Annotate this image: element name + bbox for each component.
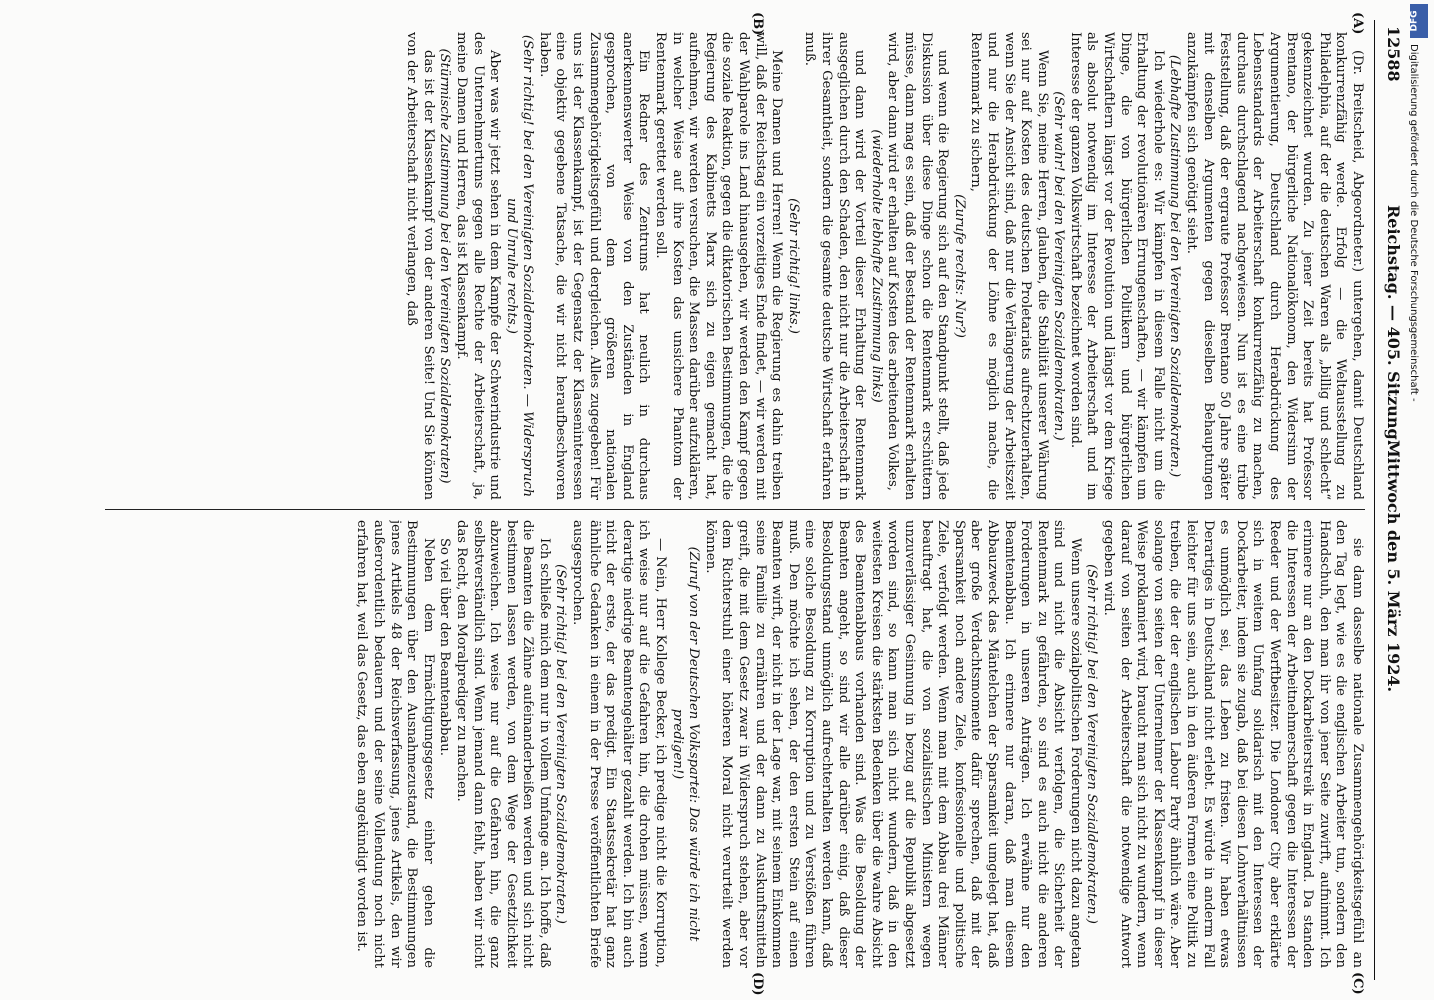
interjection: (Zurufe rechts: Nur?) — [951, 194, 967, 338]
interjection: (Sehr richtig! bei den Vereinigten Sozialdemokraten.) — [1084, 564, 1100, 924]
paragraph: Ich schließe mich dem nur in vollem Umfange an. Ich hoffe, daß die Beamten die Zähne aufeinanderbeißen werden und sich nicht bestimmen lassen werden, von dem Wege der Gesetzlichkeit abzuweichen. Ich weise nur auf die Gefahren hin, die ganz selbstverständlich sind. Wenn jemand dann fehlt, haben wir nicht das Recht, den Moralprediger zu machen. — [453, 520, 552, 968]
paragraph: — Nein, Herr Kollege Becker, ich predige nicht die Korruption, ich weise nur auf die Gefahren hin, die drohen müssen, wenn derartige niedrige Beamtengehälter gezahlt werden. Ich bin auch nicht der erste, der das predigt. Ein Staatssekretär hat ganz ähnliche Gedanken in einem in der Presse veröffentlichten Briefe ausgesprochen. — [570, 520, 669, 968]
left-text-column — [95, 32, 1365, 500]
paragraph: Ich wiederhole es: Wir kämpfen in diesem Falle nicht um die Erhaltung der revolutionären Errungenschaften, — wir kämpfen um Dinge, die von bürgerlichen Politikern und bürgerlichen Wirtschaftlern längst vor der Revolution und längst vor dem Kriege als absolut notwendig im Interesse der Arbeiterschaft und im Interesse der ganzen Volkswirtschaft bezeichnet worden sind. — [1067, 32, 1166, 500]
interjection: (wiederholte lebhafte Zustimmung links) — [868, 129, 884, 403]
interjection: (Stürmische Zustimmung bei den Vereinigten Sozialdemokraten) — [437, 48, 453, 484]
interjection: (Sehr richtig! links.) — [785, 198, 801, 334]
margin-marker-a: (A) — [1350, 12, 1365, 35]
session-date: Mittwoch den 5. März 1924. — [1384, 440, 1403, 693]
session-title: Reichstag. — 405. Sitzung. — [1384, 205, 1403, 446]
margin-marker-b: (B) — [750, 12, 765, 36]
rotated-document-page — [75, 12, 1405, 996]
paragraph: Aber was wir jetzt sehen in dem Kampfe der Schwerindustrie und des Unternehmertums gegen alle Rechte der Arbeiterschaft, ja, meine Damen und Herren, das ist Klassenkampf. — [453, 32, 503, 500]
page-number: 12588 — [1384, 26, 1403, 82]
paragraph: (Dr. Breitscheid, Abgeordneter.) untergehen, damit Deutschland konkurrenzfähig werde. Erfolg — die Weltausstellung zu Philadelphia, auf der die deutschen Waren als „billig und schlecht“ gekennzeichnet wurden. Zu jener Zeit bereits hat Professor Brentano, der bürgerliche Nationalökonom, den Widersinn der Argumentierung, Deutschland durch Herabdrückung des Lebensstandards der Arbeiterschaft konkurrenzfähig zu machen, durchaus durchschlagend nachgewiesen. Nun ist es eine trübe Feststellung, daß der ergraute Professor Brentano 50 Jahre später mit denselben Argumenten gegen dieselben Behauptungen anzukämpfen sich genötigt sieht. — [1184, 32, 1365, 500]
paragraph: Wenn unsere sozialpolitischen Forderungen nicht dazu angetan sind und nicht die Absicht verfolgen, die Sicherheit der Rentenmark zu gefährden, so sind es auch nicht die anderen Forderungen in unseren Anträgen. Ich erwähne nur den Beamtenabbau. Ich erinnere nur daran, daß man diesem Abbauzweck das Mäntelchen der Sparsamkeit umgelegt hat, daß aber große Verdachtsmomente dafür sprechen, daß mit der Sparsamkeit noch andere Ziele, konfessionelle und politische Ziele, verfolgt werden. Wenn man mit dem Abbau drei Männer beauftragt hat, die von sozialistischen Ministern wegen unzuverlässiger Gesinnung in bezug auf die Republik abgesetzt worden sind, so kann man sich nicht wundern, daß in den weitesten Kreisen die stärksten Bedenken über die wahre Absicht des Beamtenabbaus vorhanden sind. Was die Besoldung der Beamten angeht, so sind wir alle darüber einig, daß dieser Besoldungsstand unmöglich aufrechterhalten werden kann, daß eine solche Besoldung zu Korruption und zu Verstößen führen muß. Den möchte ich sehen, der den ersten Stein auf einen Beamten wirft, der nicht in der Lage war, mit seinem Einkommen seine Familie zu ernähren und der dann zu Auskunftsmitteln greift, die mit dem Gesetz zwar in Widerspruch stehen, aber vor dem Richterstuhl einer höheren Moral nicht verurteilt werden können. — [702, 520, 1083, 968]
paragraph: und wenn die Regierung sich auf den Standpunkt stellt, daß jede Diskussion über diese Dinge schon die Rentenmark erschüttern müsse, dann mag es sein, daß der Bestand der Rentenmark erhalten wird, aber dann wird er erhalten auf Kosten des arbeitenden Volkes, — [885, 32, 951, 500]
paragraph: Wenn Sie, meine Herren, glauben, die Stabilität unserer Währung sei nur auf Kosten des deutschen Proletariats aufrechtzuerhalten, wenn Sie der Ansicht sind, daß nur die Verlängerung der Arbeitszeit und nur die Herabdrückung der Löhne es möglich mache, die Rentenmark zu sichern, — [968, 32, 1050, 500]
dfg-logo: DFG — [1410, 4, 1428, 38]
interjection: (Sehr wahr! bei den Vereinigten Sozialdemokraten.) — [1051, 91, 1067, 441]
paragraph: sie dann dasselbe nationale Zusammengehörigkeitsgefühl an den Tag legt, wie es die englischen Arbeiter tun, sondern den Handschuh, den man ihr von jener Seite zuwirft, aufnimmt. Ich erinnere nur an den Dockarbeiterstreik in England. Da standen die Interessen der Arbeitnehmerschaft gegen die Interessen der Reeder und der Werftbesitzer. Die Londoner City aber erklärte sich in weitem Umfang solidarisch mit den Interessen der Dockarbeiter, indem sie zugab, daß bei diesen Lohnverhältnissen es unmöglich sei, das Leben zu fristen. Wir haben etwas Derartiges in Deutschland nicht erlebt. Es würde in anderm Fall leichter für uns sein, auch in den äußeren Formen eine Politik zu treiben, die der der englischen Labour Party ähnlich wäre. Aber solange von seiten der Unternehmer der Klassenkampf in dieser Weise proklamiert wird, braucht man sich nicht zu wundern, wenn darauf von seiten der Arbeiterschaft die notwendige Antwort gegeben wird. — [1101, 520, 1365, 968]
margin-marker-d: (D) — [750, 972, 765, 996]
column-divider — [105, 509, 1365, 510]
interjection: (Sehr richtig! bei den Vereinigten Sozialdemokraten. — Widerspruch und Unruhe rechts.) — [503, 34, 536, 498]
digitization-note: Digitalisierung gefördert durch die Deutsche Forschungsgemeinschaft - — [1408, 44, 1419, 402]
paragraph: Neben dem Ermächtigungsgesetz einher gehen die Bestimmungen über den Ausnahmezustand, die Bestimmungen jenes Artikels 48 der Reichsverfassung, jenes Artikels, den wir außerordentlich bedauern und der seine Vollendung noch nicht erfahren hat, weil das Gesetz, das eben angekündigt worden ist. — [354, 520, 436, 968]
right-text-column — [95, 520, 1365, 968]
interjection: (Sehr richtig! bei den Vereinigten Sozialdemokraten.) — [553, 564, 569, 924]
paragraph: und dann wird der Vorteil dieser Erhaltung der Rentenmark ausgeglichen durch den Schaden, den nicht nur die Arbeiterschaft in ihrer Gesamtheit, sondern die gesamte deutsche Wirtschaft erfahren muß. — [802, 32, 868, 500]
paragraph: Meine Damen und Herren! Wenn die Regierung es dahin treiben will, daß der Reichstag ein vorzeitiges Ende findet, — wir werden mit der Wahlparole ins Land hinausgehen, wir werden den Kampf gegen die soziale Reaktion, gegen die diktatorischen Bestimmungen, die die Regierung des Kabinetts Marx sich zu eigen gemacht hat, aufnehmen, wir werden versuchen, die Massen darüber aufzuklären, in welcher Weise auf ihre Kosten das unsichere Phantom der Rentenmark gerettet werden soll. — [653, 32, 785, 500]
interjection: (Zuruf von der Deutschen Volkspartei: Das würde ich nicht predigen!) — [669, 546, 702, 942]
interjection: (Lebhafte Zustimmung bei den Vereinigten Sozialdemokraten.) — [1167, 54, 1183, 478]
paragraph: So viel über den Beamtenabbau. — [437, 538, 453, 756]
margin-marker-c: (C) — [1350, 972, 1365, 995]
paragraph: das ist der Klassenkampf von der anderen Seite! Und Sie können von der Arbeiterschaft nicht verlangen, daß — [404, 32, 436, 500]
paragraph: Ein Redner des Zentrums hat neulich in durchaus anerkennenswerter Weise von den Zuständen in England gesprochen, von dem größeren nationalen Zusammengehörigkeitsgefühl und dergleichen. Alles zugegeben! Für uns ist der Klassenkampf, ist der Gegensatz der Klasseninteressen eine objektiv gegebene Tatsache, die wir nicht heraufbeschworen haben. — [536, 32, 652, 500]
dfg-watermark — [1408, 4, 1430, 994]
page-header — [1374, 20, 1405, 980]
